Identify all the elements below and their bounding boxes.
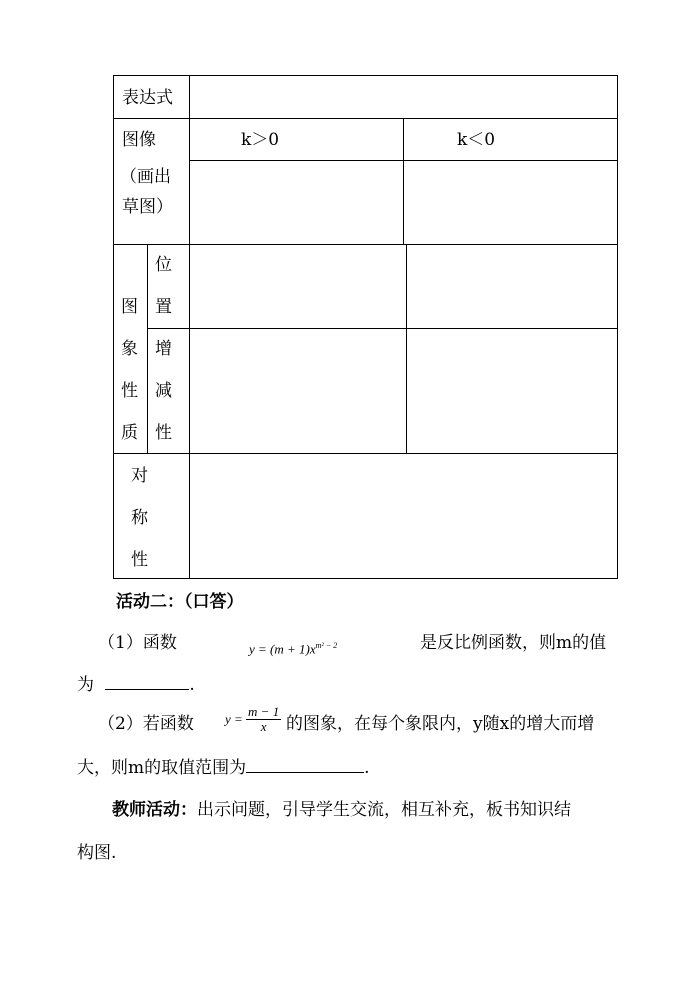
monotonic-char-1: 增 xyxy=(155,339,172,359)
question1-period: . xyxy=(189,675,195,695)
question2-fraction-numerator: m − 1 xyxy=(248,704,280,719)
monotonic-char-3: 性 xyxy=(155,423,172,443)
question1-line2-text: 为 xyxy=(77,675,94,695)
properties-char-2: 象 xyxy=(121,339,138,359)
properties-char-4: 质 xyxy=(121,423,138,443)
table-line-position-bottom xyxy=(147,328,618,329)
symmetry-char-3: 性 xyxy=(131,550,148,570)
table-border-right xyxy=(617,75,618,579)
table-properties-subdivider xyxy=(147,244,148,453)
teacher-activity-label: 教师活动： xyxy=(112,800,197,820)
table-border-left xyxy=(113,75,114,579)
graph-label-line3: 草图） xyxy=(122,197,173,217)
question2-formula xyxy=(225,705,281,734)
properties-char-1: 图 xyxy=(121,297,138,317)
table-properties-k-divider xyxy=(406,244,407,453)
question1-prefix: （1）函数 xyxy=(98,633,177,653)
question2-fraction xyxy=(246,705,281,734)
question2-prefix: （2）若函数 xyxy=(98,714,194,734)
question1-formula-base: y = (m + 1)x xyxy=(249,641,316,657)
question2-answer-blank[interactable] xyxy=(246,758,364,773)
symmetry-char-2: 称 xyxy=(131,508,148,528)
graph-label-line2: （画出 xyxy=(120,167,171,187)
graph-label-line1: 图像 xyxy=(122,130,156,150)
question2-formula-lhs: y = xyxy=(225,711,243,727)
table-label-column-divider xyxy=(189,75,190,579)
question2-line2-text: 大，则m的取值范围为 xyxy=(77,758,247,778)
activity2-title: 活动二：（口答） xyxy=(116,592,244,612)
properties-char-3: 性 xyxy=(121,381,138,401)
k-positive-header: k＞0 xyxy=(241,130,280,150)
question2-suffix: 的图象，在每个象限内，y随x的增大而增 xyxy=(286,714,595,734)
teacher-activity-text: 出示问题，引导学生交流，相互补充，板书知识结 xyxy=(197,800,571,820)
question1-line2 xyxy=(77,675,195,695)
symmetry-char-1: 对 xyxy=(131,466,148,486)
question2-period: . xyxy=(364,758,370,778)
question1-suffix: 是反比例函数，则m的值 xyxy=(420,633,607,653)
expression-label: 表达式 xyxy=(122,88,173,108)
teacher-activity-line1 xyxy=(112,800,571,820)
monotonic-char-2: 减 xyxy=(155,381,172,401)
question2-fraction-denominator: x xyxy=(260,719,267,734)
k-negative-header: k＜0 xyxy=(457,130,496,150)
question1-formula-exponent: m² − 2 xyxy=(315,641,338,650)
question1-answer-blank[interactable] xyxy=(105,675,189,690)
teacher-activity-line2: 构图. xyxy=(77,843,117,863)
table-graph-k-divider xyxy=(403,118,404,244)
question1-formula xyxy=(249,636,337,659)
position-char-2: 置 xyxy=(155,297,172,317)
question2-line2 xyxy=(77,758,370,778)
position-char-1: 位 xyxy=(155,255,172,275)
